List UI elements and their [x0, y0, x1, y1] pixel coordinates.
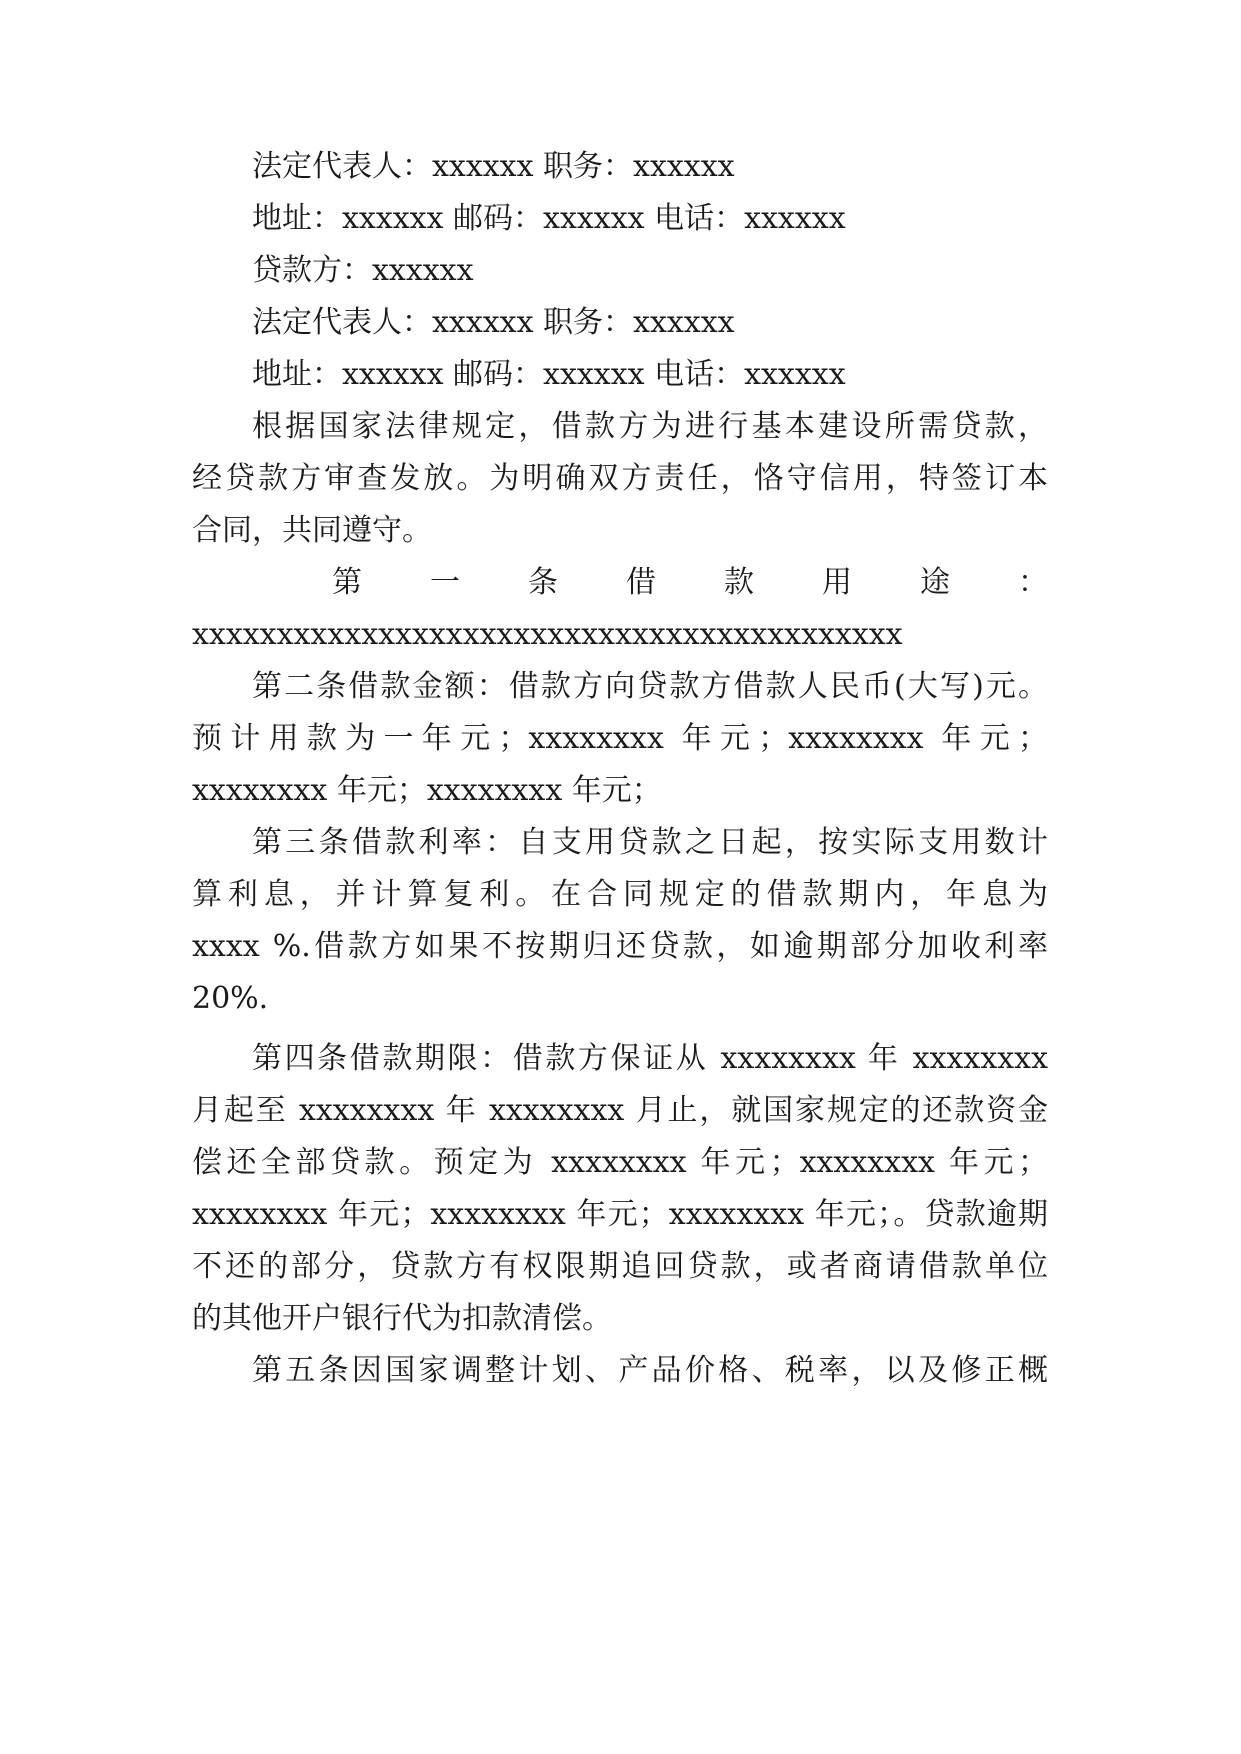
article-1-value: xxxxxxxxxxxxxxxxxxxxxxxxxxxxxxxxxxxxxxxxxx — [192, 617, 903, 652]
article-4-line-3: 偿还全部贷款。预定为 xxxxxxxx 年元；xxxxxxxx 年元； — [192, 1145, 1048, 1180]
article-3-line-4: 20%. — [192, 981, 269, 1016]
article-5-line-1: 第五条因国家调整计划、产品价格、税率，以及修正概 — [252, 1353, 1048, 1388]
borrower-legal-rep-line: 法定代表人：xxxxxx 职务：xxxxxx — [252, 149, 735, 184]
preamble-line-2: 经贷款方审查发放。为明确双方责任，恪守信用，特签订本 — [192, 461, 1048, 496]
lender-line: 贷款方：xxxxxx — [252, 253, 474, 288]
lender-address-line: 地址：xxxxxx 邮码：xxxxxx 电话：xxxxxx — [252, 357, 846, 392]
article-4-line-1: 第四条借款期限：借款方保证从 xxxxxxxx 年 xxxxxxxx — [252, 1041, 1048, 1076]
article-2-line-3: xxxxxxxx 年元；xxxxxxxx 年元； — [192, 773, 662, 808]
lender-legal-rep-line: 法定代表人：xxxxxx 职务：xxxxxx — [252, 305, 735, 340]
article-1-heading: 第一条借款用途： — [332, 565, 1048, 600]
article-2-line-2: 预计用款为一年元；xxxxxxxx 年元；xxxxxxxx 年元； — [192, 721, 1048, 756]
article-4-line-5: 不还的部分，贷款方有权限期追回贷款，或者商请借款单位 — [192, 1249, 1048, 1284]
preamble-line-3: 合同，共同遵守。 — [192, 513, 432, 548]
article-3-line-1: 第三条借款利率：自支用贷款之日起，按实际支用数计 — [252, 825, 1048, 860]
article-3-line-3: xxxx %.借款方如果不按期归还贷款，如逾期部分加收利率 — [192, 929, 1048, 964]
article-4-line-2: 月起至 xxxxxxxx 年 xxxxxxxx 月止，就国家规定的还款资金 — [192, 1093, 1048, 1128]
article-3-line-2: 算利息，并计算复利。在合同规定的借款期内，年息为 — [192, 877, 1048, 912]
preamble-line-1: 根据国家法律规定，借款方为进行基本建设所需贷款， — [252, 409, 1048, 444]
article-4-line-4: xxxxxxxx 年元；xxxxxxxx 年元；xxxxxxxx 年元；。贷款逾期 — [192, 1197, 1048, 1232]
article-4-line-6: 的其他开户银行代为扣款清偿。 — [192, 1301, 612, 1336]
article-2-line-1: 第二条借款金额：借款方向贷款方借款人民币(大写)元。 — [252, 669, 1048, 704]
borrower-address-line: 地址：xxxxxx 邮码：xxxxxx 电话：xxxxxx — [252, 201, 846, 236]
